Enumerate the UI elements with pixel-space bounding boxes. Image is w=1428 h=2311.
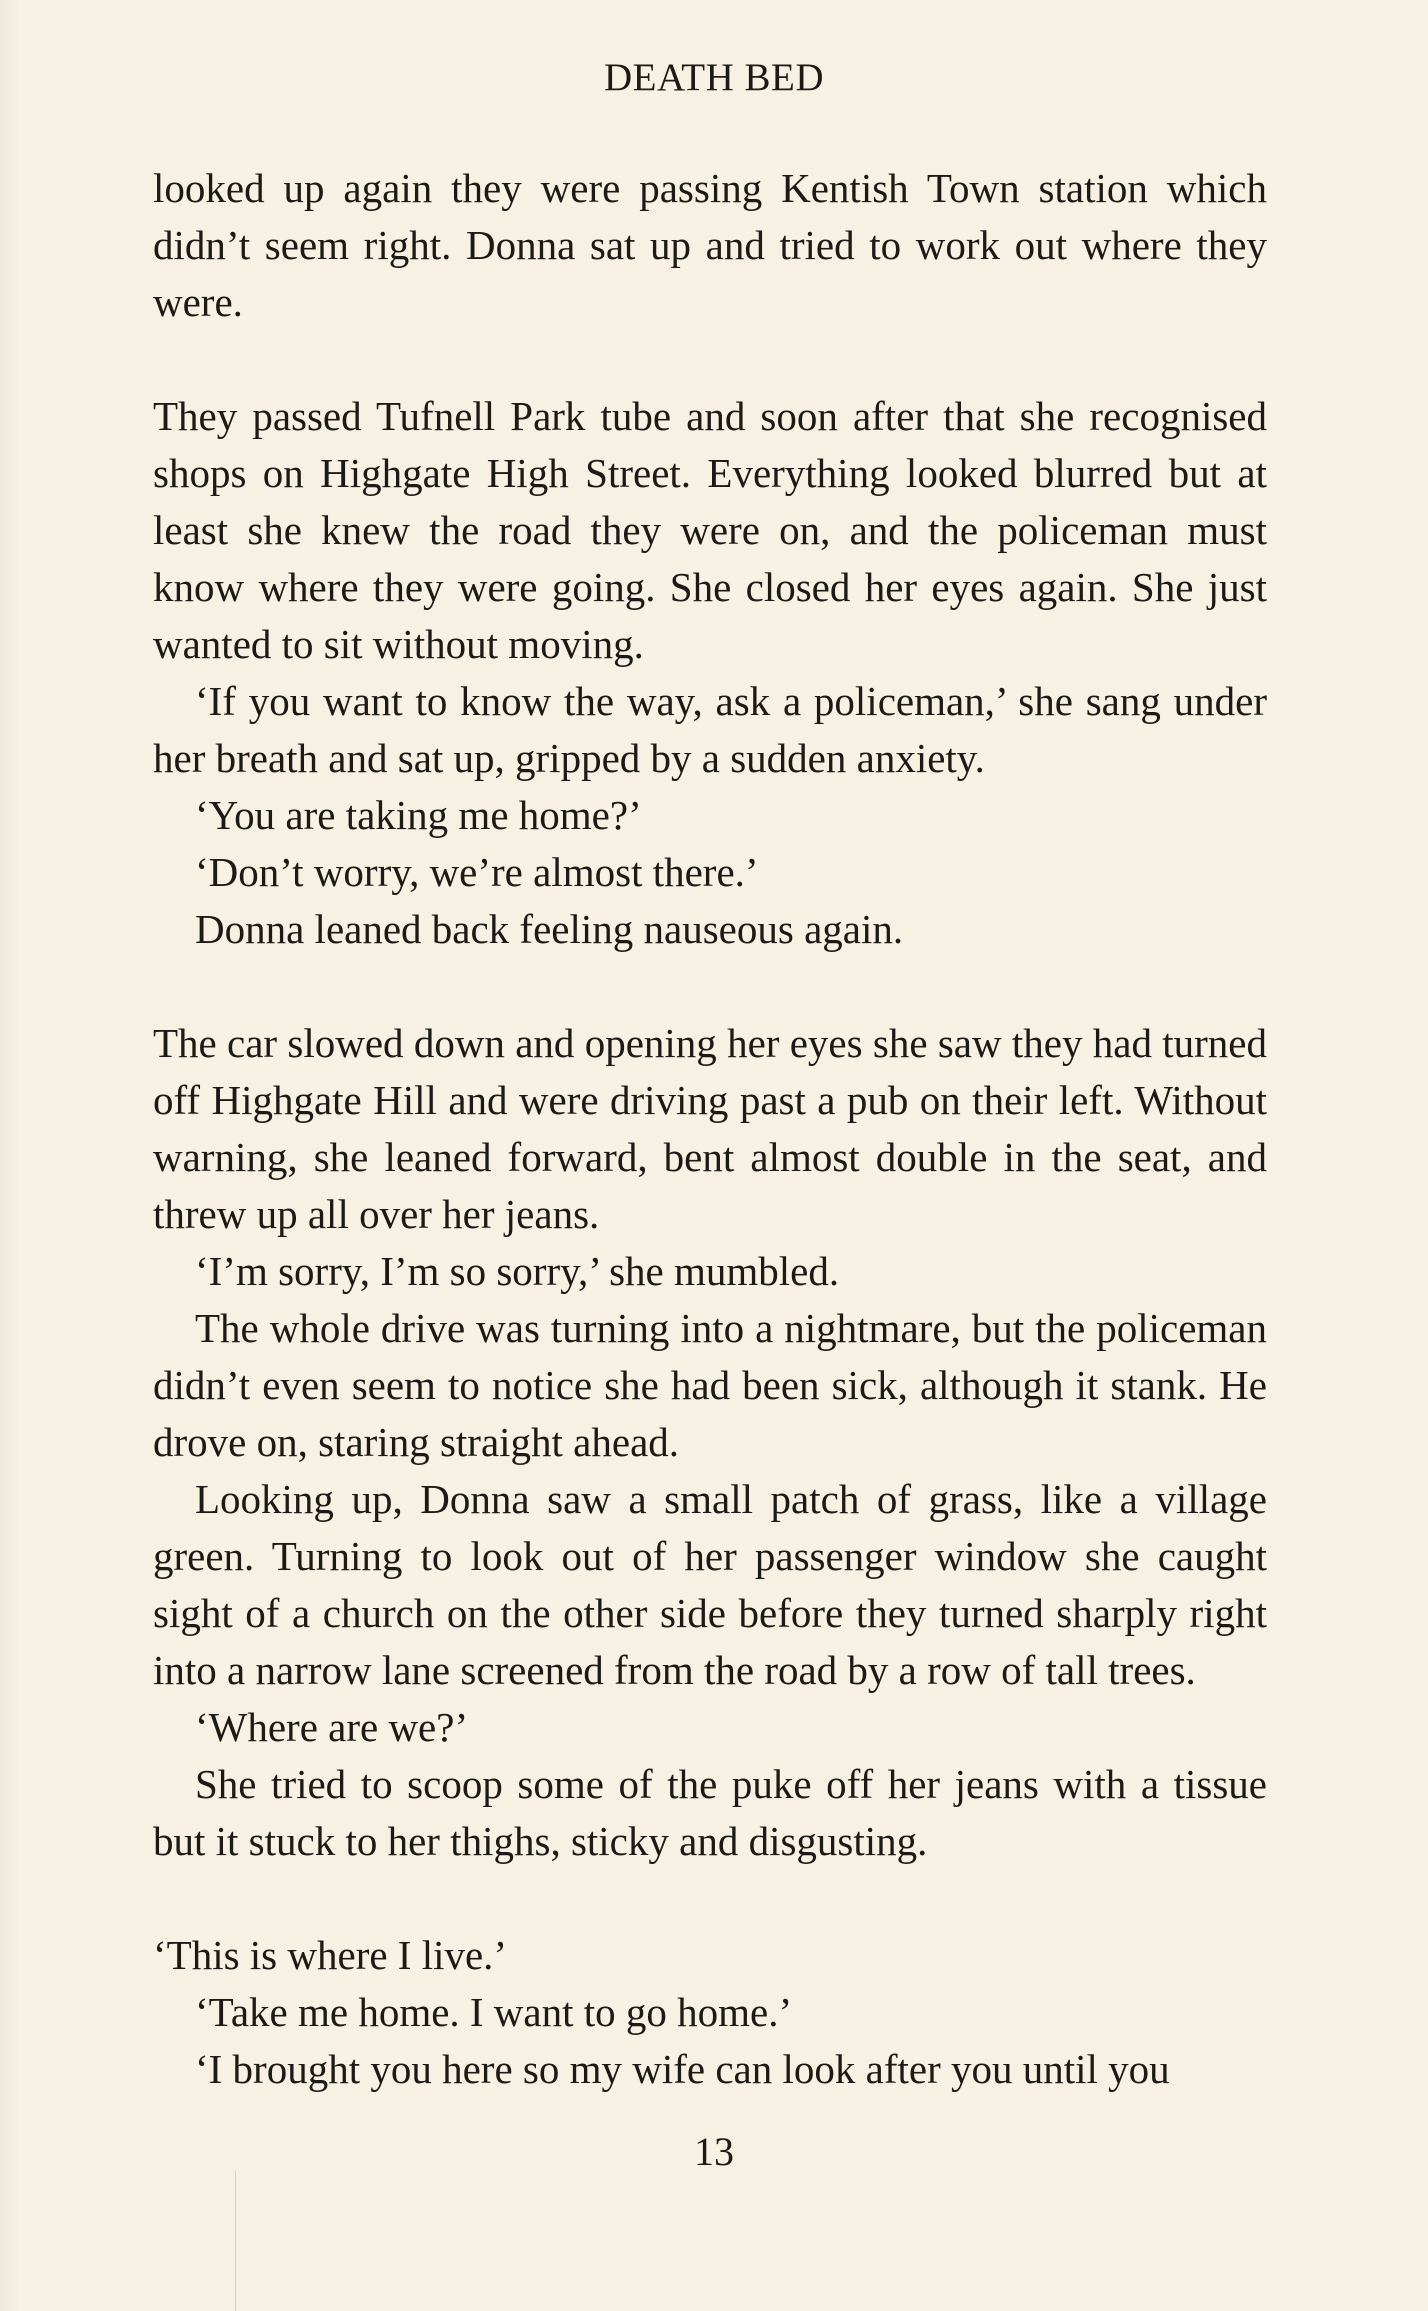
paragraph-3: ‘If you want to know the way, ask a policeman,’ she sang under her breath and sat up, gripped by a sudden anxiety. [153, 678, 1267, 781]
paragraph-5: ‘Don’t worry, we’re almost there.’ [195, 849, 759, 895]
paragraph-8: ‘I’m sorry, I’m so sorry,’ she mumbled. [195, 1248, 840, 1294]
running-head: DEATH BED [603, 56, 825, 99]
body-text [153, 160, 1267, 2098]
paragraph-10: Looking up, Donna saw a small patch of grass, like a village green. Turning to look out of her passenger window she caught sight of a church on the other side before they turned sharply right into a narrow lane screened from the road by a row of tall trees. [153, 1476, 1267, 1693]
page-number: 13 [694, 2129, 734, 2174]
paragraph-11: ‘Where are we?’ [195, 1704, 469, 1750]
paragraph-9: The whole drive was turning into a nightmare, but the policeman didn’t even seem to notice she had been sick, although it stank. He drove on, staring straight ahead. [153, 1305, 1267, 1465]
paragraph-2: They passed Tufnell Park tube and soon after that she recognised shops on Highgate High Street. Everything looked blurred but at least she knew the road they were on, and the policeman must know where they were going. She closed her eyes again. She just wanted to sit without moving. [153, 393, 1267, 667]
paragraph-6: Donna leaned back feeling nauseous again. [195, 906, 904, 952]
paragraph-12: She tried to scoop some of the puke off her jeans with a tissue but it stuck to her thighs, sticky and disgusting. [153, 1761, 1267, 1864]
paragraph-14: ‘Take me home. I want to go home.’ [195, 1989, 793, 2035]
paragraph-4: ‘You are taking me home?’ [195, 792, 642, 838]
paragraph-13: ‘This is where I live.’ [153, 1932, 508, 1978]
page-crease [235, 2170, 236, 2311]
paragraph-1: looked up again they were passing Kentish Town station which didn’t seem right. Donna sat up and tried to work out where they were. [153, 165, 1267, 325]
paragraph-15: ‘I brought you here so my wife can look after you until you [195, 2046, 1170, 2092]
paragraph-7: The car slowed down and opening her eyes she saw they had turned off Highgate Hill and were driving past a pub on their left. Without warning, she leaned forward, bent almost double in the seat, and threw up all over her jeans. [153, 1020, 1267, 1237]
